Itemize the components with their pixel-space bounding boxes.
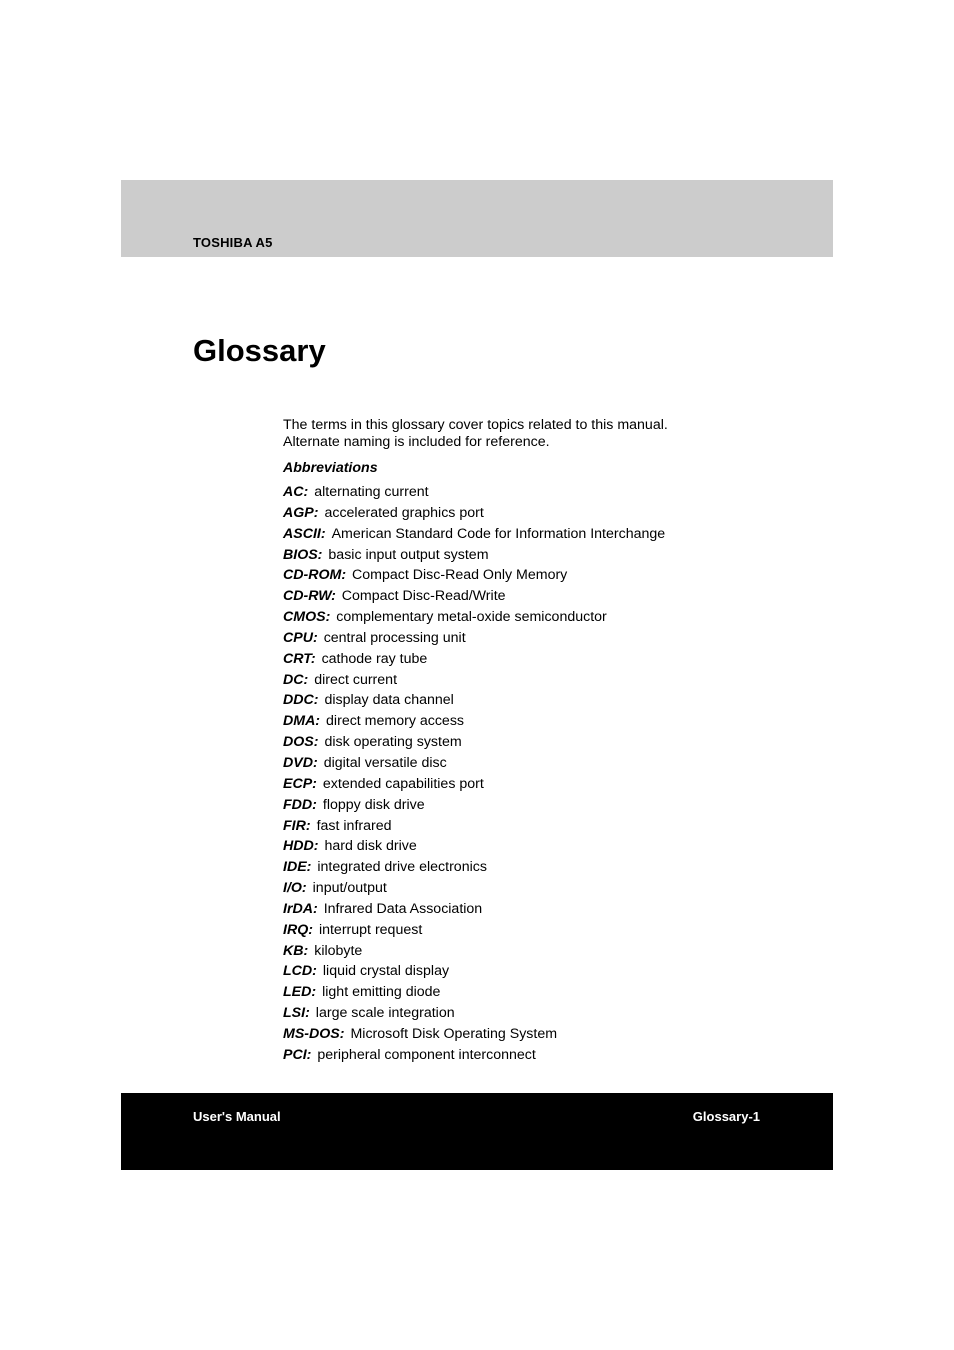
glossary-term: DC:: [283, 671, 309, 688]
glossary-definition: extended capabilities port: [322, 775, 484, 792]
glossary-content: [283, 417, 803, 1066]
glossary-definition: peripheral component interconnect: [317, 1046, 536, 1063]
list-item: [283, 545, 803, 566]
glossary-term: DMA:: [283, 713, 321, 730]
list-item: [283, 899, 803, 920]
list-item: [283, 878, 803, 899]
glossary-definition: floppy disk drive: [322, 796, 425, 813]
glossary-definition: American Standard Code for Information Interchange: [331, 525, 666, 542]
glossary-definition: light emitting diode: [322, 984, 441, 1001]
list-item: [283, 711, 803, 732]
list-item: [283, 857, 803, 878]
list-item: [283, 941, 803, 962]
glossary-term: AGP:: [283, 504, 319, 521]
header-band: [121, 180, 833, 257]
glossary-definition: kilobyte: [314, 942, 363, 959]
list-item: [283, 982, 803, 1003]
list-item: [283, 961, 803, 982]
glossary-term: KB:: [283, 942, 309, 959]
glossary-definition: direct memory access: [326, 713, 465, 730]
intro-text: [283, 417, 803, 450]
glossary-definition: Infrared Data Association: [323, 900, 483, 917]
list-item: [283, 524, 803, 545]
glossary-definition: basic input output system: [328, 546, 489, 563]
glossary-term: MS-DOS:: [283, 1025, 345, 1042]
list-item: [283, 920, 803, 941]
glossary-term: I/O:: [283, 880, 307, 897]
list-item: [283, 649, 803, 670]
list-item: [283, 586, 803, 607]
glossary-definition: disk operating system: [324, 734, 462, 751]
glossary-definition: large scale integration: [315, 1005, 455, 1022]
list-item: [283, 503, 803, 524]
glossary-term: ASCII:: [283, 525, 326, 542]
glossary-term: CD-RW:: [283, 588, 336, 605]
glossary-term: CD-ROM:: [283, 567, 347, 584]
glossary-term: HDD:: [283, 838, 319, 855]
glossary-term: CRT:: [283, 650, 316, 667]
glossary-term: IRQ:: [283, 921, 313, 938]
list-item: [283, 836, 803, 857]
list-item: [283, 816, 803, 837]
abbreviation-list: [283, 482, 803, 1066]
glossary-term: FDD:: [283, 796, 317, 813]
glossary-term: IDE:: [283, 859, 312, 876]
glossary-definition: alternating current: [314, 484, 429, 500]
glossary-term: BIOS:: [283, 546, 323, 563]
glossary-term: LSI:: [283, 1005, 310, 1022]
glossary-definition: digital versatile disc: [323, 754, 447, 771]
glossary-definition: fast infrared: [316, 817, 392, 834]
footer-page-number: Glossary-1: [692, 1109, 760, 1124]
glossary-term: PCI:: [283, 1046, 312, 1063]
list-item: [283, 774, 803, 795]
glossary-definition: Compact Disc-Read Only Memory: [352, 567, 568, 584]
list-item: [283, 670, 803, 691]
list-item: [283, 690, 803, 711]
glossary-definition: integrated drive electronics: [317, 859, 487, 876]
glossary-definition: input/output: [312, 880, 387, 897]
glossary-definition: interrupt request: [318, 921, 423, 938]
glossary-definition: Microsoft Disk Operating System: [350, 1025, 558, 1042]
footer-manual-label: User's Manual: [193, 1109, 281, 1124]
glossary-term: FIR:: [283, 817, 311, 834]
list-item: [283, 795, 803, 816]
list-item: [283, 565, 803, 586]
section-heading-abbreviations: Abbreviations: [283, 460, 378, 476]
glossary-term: LED:: [283, 984, 317, 1001]
header-title: TOSHIBA A5: [193, 235, 273, 250]
glossary-definition: complementary metal-oxide semiconductor: [336, 609, 607, 626]
page-title: Glossary: [193, 333, 326, 368]
glossary-definition: Compact Disc-Read/Write: [341, 588, 506, 605]
glossary-definition: direct current: [314, 671, 398, 688]
glossary-term: DDC:: [283, 692, 319, 709]
list-item: [283, 628, 803, 649]
list-item: [283, 732, 803, 753]
glossary-definition: central processing unit: [323, 629, 466, 646]
list-item: [283, 753, 803, 774]
glossary-definition: hard disk drive: [324, 838, 417, 855]
glossary-term: AC:: [283, 484, 309, 500]
list-item: [283, 607, 803, 628]
glossary-term: DVD:: [283, 754, 318, 771]
glossary-term: IrDA:: [283, 900, 318, 917]
glossary-term: DOS:: [283, 734, 319, 751]
glossary-term: CMOS:: [283, 609, 331, 626]
intro-line-2: Alternate naming is included for reference.: [283, 433, 550, 450]
footer-band: [121, 1093, 833, 1170]
glossary-definition: liquid crystal display: [322, 963, 450, 980]
glossary-definition: accelerated graphics port: [324, 504, 484, 521]
list-item: [283, 1024, 803, 1045]
intro-line-1: The terms in this glossary cover topics related to this manual.: [283, 417, 668, 433]
glossary-definition: display data channel: [324, 692, 454, 709]
glossary-definition: cathode ray tube: [321, 650, 428, 667]
glossary-term: CPU:: [283, 629, 318, 646]
glossary-term: LCD:: [283, 963, 317, 980]
list-item: [283, 1045, 803, 1066]
list-item: [283, 1003, 803, 1024]
glossary-term: ECP:: [283, 775, 317, 792]
list-item: [283, 482, 803, 503]
